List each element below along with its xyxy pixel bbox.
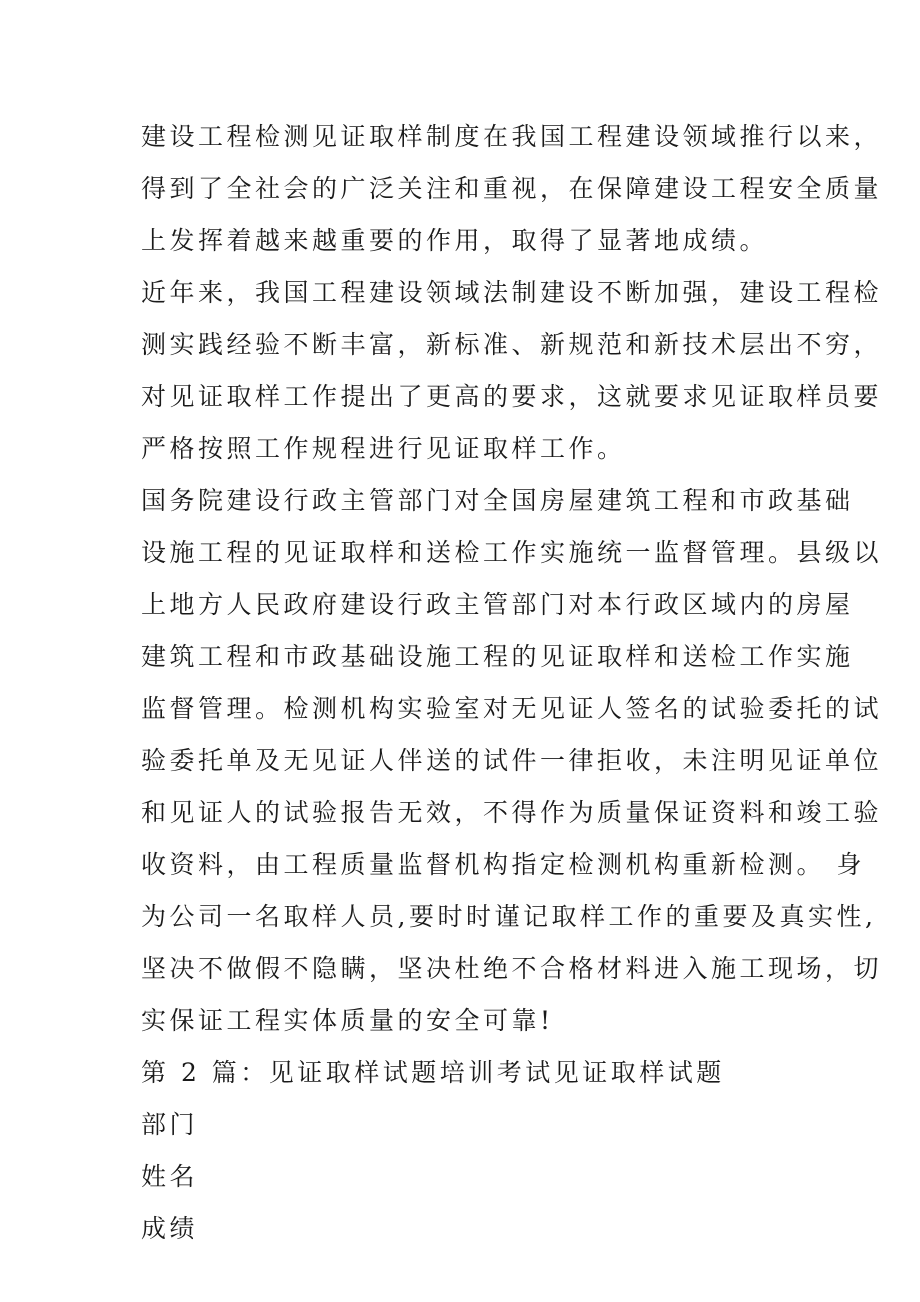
paragraph-line: 设施工程的见证取样和送检工作实施统一监督管理。县级以 [141,538,883,567]
paragraph-line: 测实践经验不断丰富，新标准、新规范和新技术层出不穷， [141,330,883,359]
paragraph-line: 收资料，由工程质量监督机构指定检测机构重新检测。 身 [141,850,865,879]
section-heading: 第 2 篇：见证取样试题培训考试见证取样试题 [141,1058,725,1087]
document-body [141,111,883,1255]
paragraph-line: 监督管理。检测机构实验室对无见证人签名的试验委托的试 [141,694,883,723]
paragraph-line: 和见证人的试验报告无效，不得作为质量保证资料和竣工验 [141,798,883,827]
paragraph-line: 近年来，我国工程建设领域法制建设不断加强，建设工程检 [141,278,883,307]
paragraph-line: 为公司一名取样人员,要时时谨记取样工作的重要及真实性, [141,902,877,931]
paragraph-line: 对见证取样工作提出了更高的要求，这就要求见证取样员要 [141,382,883,411]
form-label-score: 成绩 [141,1214,199,1243]
paragraph-line: 国务院建设行政主管部门对全国房屋建筑工程和市政基础 [141,486,854,515]
paragraph-line: 建设工程检测见证取样制度在我国工程建设领域推行以来， [141,122,883,151]
paragraph-line: 得到了全社会的广泛关注和重视，在保障建设工程安全质量 [141,174,883,203]
paragraph-line: 上地方人民政府建设行政主管部门对本行政区域内的房屋 [141,590,854,619]
paragraph-line: 实保证工程实体质量的安全可靠! [141,1006,554,1035]
paragraph-line: 上发挥着越来越重要的作用，取得了显著地成绩。 [141,226,769,255]
paragraph-line: 验委托单及无见证人伴送的试件一律拒收，未注明见证单位 [141,746,883,775]
form-label-department: 部门 [141,1110,199,1139]
form-label-name: 姓名 [141,1162,199,1191]
paragraph-line: 严格按照工作规程进行见证取样工作。 [141,434,626,463]
paragraph-line: 坚决不做假不隐瞒，坚决杜绝不合格材料进入施工现场，切 [141,954,883,983]
paragraph-line: 建筑工程和市政基础设施工程的见证取样和送检工作实施 [141,642,854,671]
